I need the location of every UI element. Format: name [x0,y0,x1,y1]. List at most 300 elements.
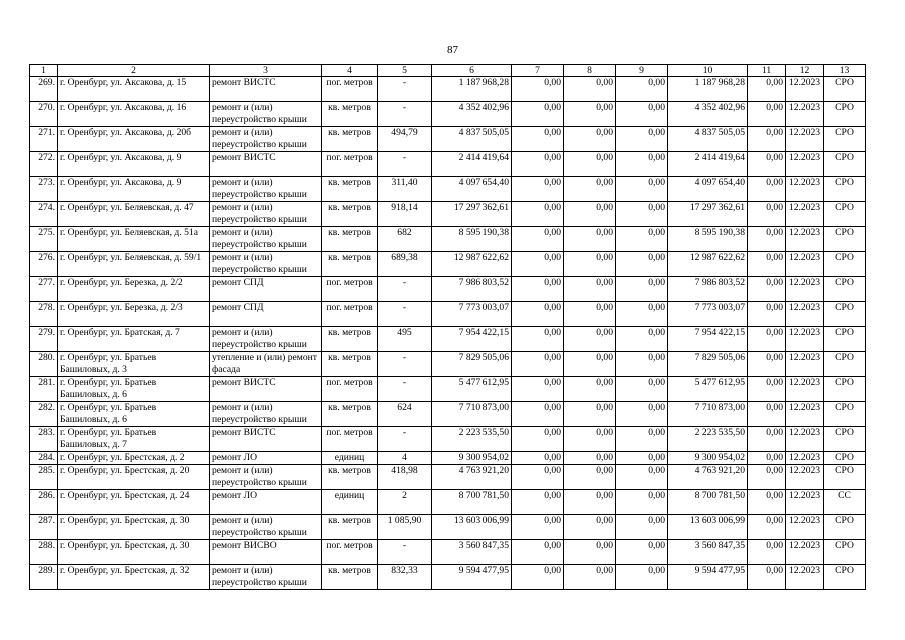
fund-cell: 0,00 [564,377,616,402]
work-type-cell: утепление и (или) ремонт фасада [210,352,322,377]
unit-cell: кв. метров [322,515,378,540]
fund-cell: 0,00 [512,152,564,177]
owner-funds-cell: 7 986 803,52 [668,277,748,302]
address-cell: г. Оренбург, ул. Братская, д. 7 [58,327,210,352]
row-number: 283. [30,427,58,452]
other-funds-cell: 0,00 [748,565,786,590]
other-funds-cell: 0,00 [748,327,786,352]
quantity-cell: - [378,277,432,302]
fund-cell: 0,00 [512,490,564,515]
owner-funds-cell: 4 097 654,40 [668,177,748,202]
table-row [30,77,866,102]
row-number: 271. [30,127,58,152]
fund-cell: 0,00 [564,427,616,452]
address-cell: г. Оренбург, ул. Аксакова, д. 9 [58,177,210,202]
row-number: 285. [30,465,58,490]
quantity-cell: - [378,427,432,452]
address-cell: г. Оренбург, ул. Аксакова, д. 15 [58,77,210,102]
other-funds-cell: 0,00 [748,202,786,227]
quantity-cell: - [378,352,432,377]
work-type-cell: ремонт СПД [210,277,322,302]
total-cost-cell: 4 763 921,20 [432,465,512,490]
completion-date-cell: 12.2023 [786,302,824,327]
total-cost-cell: 7 773 003,07 [432,302,512,327]
owner-funds-cell: 9 300 954,02 [668,452,748,465]
fund-cell: 0,00 [512,227,564,252]
other-funds-cell: 0,00 [748,302,786,327]
total-cost-cell: 9 594 477,95 [432,565,512,590]
completion-date-cell: 12.2023 [786,565,824,590]
fund-cell: 0,00 [512,377,564,402]
fund-cell: 0,00 [616,277,668,302]
fund-cell: 0,00 [512,77,564,102]
unit-cell: пог. метров [322,152,378,177]
address-cell: г. Оренбург, ул. Братьев Башиловых, д. 6 [58,377,210,402]
fund-cell: 0,00 [564,102,616,127]
completion-date-cell: 12.2023 [786,402,824,427]
address-cell: г. Оренбург, ул. Березка, д. 2/3 [58,302,210,327]
address-cell: г. Оренбург, ул. Аксакова, д. 16 [58,102,210,127]
quantity-cell: - [378,77,432,102]
table-row [30,277,866,302]
table-row [30,252,866,277]
fund-cell: 0,00 [616,252,668,277]
row-number: 277. [30,277,58,302]
completion-date-cell: 12.2023 [786,227,824,252]
owner-funds-cell: 7 710 873,00 [668,402,748,427]
fund-cell: 0,00 [512,515,564,540]
completion-date-cell: 12.2023 [786,202,824,227]
fund-cell: 0,00 [616,302,668,327]
total-cost-cell: 9 300 954,02 [432,452,512,465]
fund-cell: 0,00 [616,377,668,402]
fund-cell: 0,00 [616,127,668,152]
row-number: 287. [30,515,58,540]
fund-cell: 0,00 [512,277,564,302]
fund-cell: 0,00 [616,352,668,377]
other-funds-cell: 0,00 [748,427,786,452]
column-header: 13 [824,65,866,77]
column-header: 9 [616,65,668,77]
fund-method-cell: СРО [824,102,866,127]
fund-cell: 0,00 [564,202,616,227]
row-number: 276. [30,252,58,277]
completion-date-cell: 12.2023 [786,102,824,127]
work-type-cell: ремонт и (или) переустройство крыши [210,327,322,352]
row-number: 282. [30,402,58,427]
fund-cell: 0,00 [616,540,668,565]
fund-cell: 0,00 [512,327,564,352]
quantity-cell: 918,14 [378,202,432,227]
other-funds-cell: 0,00 [748,102,786,127]
table-row [30,202,866,227]
fund-method-cell: СРО [824,402,866,427]
total-cost-cell: 7 710 873,00 [432,402,512,427]
address-cell: г. Оренбург, ул. Брестская, д. 24 [58,490,210,515]
unit-cell: кв. метров [322,352,378,377]
owner-funds-cell: 5 477 612,95 [668,377,748,402]
quantity-cell: 1 085,90 [378,515,432,540]
completion-date-cell: 12.2023 [786,127,824,152]
table-row [30,352,866,377]
completion-date-cell: 12.2023 [786,540,824,565]
row-number: 272. [30,152,58,177]
work-type-cell: ремонт ВИСТС [210,77,322,102]
row-number: 286. [30,490,58,515]
row-number: 288. [30,540,58,565]
unit-cell: кв. метров [322,252,378,277]
quantity-cell: 2 [378,490,432,515]
completion-date-cell: 12.2023 [786,152,824,177]
other-funds-cell: 0,00 [748,252,786,277]
fund-cell: 0,00 [564,465,616,490]
work-type-cell: ремонт и (или) переустройство крыши [210,127,322,152]
fund-cell: 0,00 [512,102,564,127]
row-number: 275. [30,227,58,252]
fund-cell: 0,00 [616,77,668,102]
completion-date-cell: 12.2023 [786,77,824,102]
column-header: 2 [58,65,210,77]
fund-method-cell: СРО [824,515,866,540]
fund-method-cell: СРО [824,152,866,177]
quantity-cell: 494,79 [378,127,432,152]
unit-cell: пог. метров [322,427,378,452]
completion-date-cell: 12.2023 [786,515,824,540]
total-cost-cell: 12 987 622,62 [432,252,512,277]
owner-funds-cell: 1 187 968,28 [668,77,748,102]
fund-cell: 0,00 [616,565,668,590]
column-header: 1 [30,65,58,77]
unit-cell: пог. метров [322,377,378,402]
quantity-cell: - [378,152,432,177]
other-funds-cell: 0,00 [748,465,786,490]
work-type-cell: ремонт ВИСТС [210,152,322,177]
unit-cell: кв. метров [322,102,378,127]
address-cell: г. Оренбург, ул. Беляевская, д. 59/1 [58,252,210,277]
address-cell: г. Оренбург, ул. Братьев Башиловых, д. 3 [58,352,210,377]
table-row [30,227,866,252]
fund-cell: 0,00 [512,202,564,227]
total-cost-cell: 1 187 968,28 [432,77,512,102]
unit-cell: кв. метров [322,127,378,152]
total-cost-cell: 7 829 505,06 [432,352,512,377]
address-cell: г. Оренбург, ул. Аксакова, д. 20б [58,127,210,152]
unit-cell: пог. метров [322,540,378,565]
fund-cell: 0,00 [564,152,616,177]
quantity-cell: - [378,377,432,402]
table-row [30,402,866,427]
unit-cell: кв. метров [322,327,378,352]
address-cell: г. Оренбург, ул. Брестская, д. 2 [58,452,210,465]
quantity-cell: 418,98 [378,465,432,490]
fund-method-cell: СС [824,490,866,515]
work-type-cell: ремонт ЛО [210,452,322,465]
fund-cell: 0,00 [564,277,616,302]
fund-cell: 0,00 [616,177,668,202]
fund-cell: 0,00 [564,490,616,515]
fund-method-cell: СРО [824,540,866,565]
column-header: 10 [668,65,748,77]
fund-cell: 0,00 [512,565,564,590]
row-number: 269. [30,77,58,102]
owner-funds-cell: 7 773 003,07 [668,302,748,327]
fund-cell: 0,00 [512,427,564,452]
address-cell: г. Оренбург, ул. Брестская, д. 30 [58,540,210,565]
column-header: 8 [564,65,616,77]
total-cost-cell: 4 352 402,96 [432,102,512,127]
unit-cell: единиц [322,452,378,465]
row-number: 279. [30,327,58,352]
table-row [30,452,866,465]
quantity-cell: - [378,540,432,565]
column-header: 11 [748,65,786,77]
fund-cell: 0,00 [616,102,668,127]
work-type-cell: ремонт ЛО [210,490,322,515]
total-cost-cell: 2 223 535,50 [432,427,512,452]
row-number: 274. [30,202,58,227]
table-row [30,377,866,402]
total-cost-cell: 8 700 781,50 [432,490,512,515]
fund-method-cell: СРО [824,427,866,452]
fund-cell: 0,00 [564,227,616,252]
unit-cell: пог. метров [322,277,378,302]
table-row [30,102,866,127]
table-body [30,65,866,590]
fund-cell: 0,00 [564,352,616,377]
total-cost-cell: 4 097 654,40 [432,177,512,202]
fund-cell: 0,00 [564,565,616,590]
owner-funds-cell: 8 595 190,38 [668,227,748,252]
fund-cell: 0,00 [616,227,668,252]
quantity-cell: 689,38 [378,252,432,277]
other-funds-cell: 0,00 [748,227,786,252]
completion-date-cell: 12.2023 [786,277,824,302]
quantity-cell: 832,33 [378,565,432,590]
repair-registry-table [29,64,866,590]
row-number: 270. [30,102,58,127]
work-type-cell: ремонт ВИСТС [210,427,322,452]
table-row [30,127,866,152]
other-funds-cell: 0,00 [748,490,786,515]
fund-method-cell: СРО [824,202,866,227]
fund-cell: 0,00 [564,515,616,540]
total-cost-cell: 17 297 362,61 [432,202,512,227]
address-cell: г. Оренбург, ул. Аксакова, д. 9 [58,152,210,177]
fund-method-cell: СРО [824,452,866,465]
unit-cell: пог. метров [322,302,378,327]
fund-cell: 0,00 [616,152,668,177]
work-type-cell: ремонт и (или) переустройство крыши [210,515,322,540]
total-cost-cell: 4 837 505,05 [432,127,512,152]
fund-cell: 0,00 [512,465,564,490]
table-row [30,302,866,327]
owner-funds-cell: 9 594 477,95 [668,565,748,590]
unit-cell: кв. метров [322,227,378,252]
other-funds-cell: 0,00 [748,515,786,540]
table-row [30,427,866,452]
fund-method-cell: СРО [824,352,866,377]
other-funds-cell: 0,00 [748,452,786,465]
other-funds-cell: 0,00 [748,127,786,152]
total-cost-cell: 7 986 803,52 [432,277,512,302]
fund-cell: 0,00 [564,327,616,352]
work-type-cell: ремонт и (или) переустройство крыши [210,202,322,227]
fund-cell: 0,00 [564,540,616,565]
total-cost-cell: 7 954 422,15 [432,327,512,352]
fund-method-cell: СРО [824,127,866,152]
unit-cell: единиц [322,490,378,515]
fund-cell: 0,00 [512,302,564,327]
work-type-cell: ремонт СПД [210,302,322,327]
unit-cell: пог. метров [322,77,378,102]
work-type-cell: ремонт ВИСВО [210,540,322,565]
table-row [30,465,866,490]
work-type-cell: ремонт и (или) переустройство крыши [210,177,322,202]
work-type-cell: ремонт и (или) переустройство крыши [210,465,322,490]
table-row [30,540,866,565]
owner-funds-cell: 8 700 781,50 [668,490,748,515]
work-type-cell: ремонт и (или) переустройство крыши [210,102,322,127]
fund-cell: 0,00 [564,302,616,327]
owner-funds-cell: 17 297 362,61 [668,202,748,227]
column-header: 5 [378,65,432,77]
table-row [30,327,866,352]
other-funds-cell: 0,00 [748,352,786,377]
fund-cell: 0,00 [512,177,564,202]
fund-cell: 0,00 [616,327,668,352]
address-cell: г. Оренбург, ул. Беляевская, д. 47 [58,202,210,227]
owner-funds-cell: 7 954 422,15 [668,327,748,352]
completion-date-cell: 12.2023 [786,465,824,490]
address-cell: г. Оренбург, ул. Березка, д. 2/2 [58,277,210,302]
address-cell: г. Оренбург, ул. Братьев Башиловых, д. 7 [58,427,210,452]
unit-cell: кв. метров [322,565,378,590]
table-row [30,152,866,177]
quantity-cell: 624 [378,402,432,427]
address-cell: г. Оренбург, ул. Брестская, д. 20 [58,465,210,490]
fund-cell: 0,00 [616,465,668,490]
fund-method-cell: СРО [824,302,866,327]
table-row [30,515,866,540]
owner-funds-cell: 2 414 419,64 [668,152,748,177]
fund-cell: 0,00 [512,402,564,427]
completion-date-cell: 12.2023 [786,177,824,202]
table-row [30,177,866,202]
completion-date-cell: 12.2023 [786,427,824,452]
column-header: 12 [786,65,824,77]
other-funds-cell: 0,00 [748,277,786,302]
quantity-cell: 495 [378,327,432,352]
other-funds-cell: 0,00 [748,402,786,427]
fund-method-cell: СРО [824,77,866,102]
owner-funds-cell: 7 829 505,06 [668,352,748,377]
fund-method-cell: СРО [824,377,866,402]
quantity-cell: 682 [378,227,432,252]
work-type-cell: ремонт и (или) переустройство крыши [210,227,322,252]
work-type-cell: ремонт и (или) переустройство крыши [210,402,322,427]
other-funds-cell: 0,00 [748,540,786,565]
row-number: 280. [30,352,58,377]
fund-method-cell: СРО [824,277,866,302]
owner-funds-cell: 4 352 402,96 [668,102,748,127]
fund-method-cell: СРО [824,177,866,202]
owner-funds-cell: 4 837 505,05 [668,127,748,152]
table-row [30,490,866,515]
work-type-cell: ремонт ВИСТС [210,377,322,402]
completion-date-cell: 12.2023 [786,252,824,277]
row-number: 284. [30,452,58,465]
page-number: 87 [447,44,458,56]
row-number: 289. [30,565,58,590]
quantity-cell: - [378,302,432,327]
quantity-cell: - [378,102,432,127]
fund-cell: 0,00 [616,402,668,427]
column-number-header-row [30,65,866,77]
fund-cell: 0,00 [616,452,668,465]
fund-cell: 0,00 [564,402,616,427]
other-funds-cell: 0,00 [748,377,786,402]
unit-cell: кв. метров [322,402,378,427]
fund-cell: 0,00 [512,352,564,377]
fund-cell: 0,00 [564,177,616,202]
column-header: 7 [512,65,564,77]
fund-method-cell: СРО [824,252,866,277]
fund-cell: 0,00 [564,127,616,152]
fund-cell: 0,00 [512,252,564,277]
total-cost-cell: 13 603 006,99 [432,515,512,540]
fund-method-cell: СРО [824,327,866,352]
quantity-cell: 4 [378,452,432,465]
fund-cell: 0,00 [616,202,668,227]
unit-cell: кв. метров [322,202,378,227]
row-number: 278. [30,302,58,327]
owner-funds-cell: 13 603 006,99 [668,515,748,540]
fund-method-cell: СРО [824,227,866,252]
quantity-cell: 311,40 [378,177,432,202]
completion-date-cell: 12.2023 [786,490,824,515]
row-number: 281. [30,377,58,402]
owner-funds-cell: 12 987 622,62 [668,252,748,277]
total-cost-cell: 2 414 419,64 [432,152,512,177]
fund-method-cell: СРО [824,465,866,490]
other-funds-cell: 0,00 [748,177,786,202]
owner-funds-cell: 4 763 921,20 [668,465,748,490]
fund-cell: 0,00 [616,427,668,452]
address-cell: г. Оренбург, ул. Братьев Башиловых, д. 6 [58,402,210,427]
other-funds-cell: 0,00 [748,152,786,177]
completion-date-cell: 12.2023 [786,452,824,465]
owner-funds-cell: 3 560 847,35 [668,540,748,565]
address-cell: г. Оренбург, ул. Беляевская, д. 51а [58,227,210,252]
completion-date-cell: 12.2023 [786,352,824,377]
total-cost-cell: 3 560 847,35 [432,540,512,565]
column-header: 3 [210,65,322,77]
fund-cell: 0,00 [616,490,668,515]
fund-cell: 0,00 [616,515,668,540]
other-funds-cell: 0,00 [748,77,786,102]
table-row [30,565,866,590]
fund-cell: 0,00 [512,127,564,152]
total-cost-cell: 8 595 190,38 [432,227,512,252]
unit-cell: кв. метров [322,177,378,202]
column-header: 6 [432,65,512,77]
fund-method-cell: СРО [824,565,866,590]
address-cell: г. Оренбург, ул. Брестская, д. 32 [58,565,210,590]
fund-cell: 0,00 [564,77,616,102]
address-cell: г. Оренбург, ул. Брестская, д. 30 [58,515,210,540]
fund-cell: 0,00 [564,452,616,465]
fund-cell: 0,00 [512,452,564,465]
